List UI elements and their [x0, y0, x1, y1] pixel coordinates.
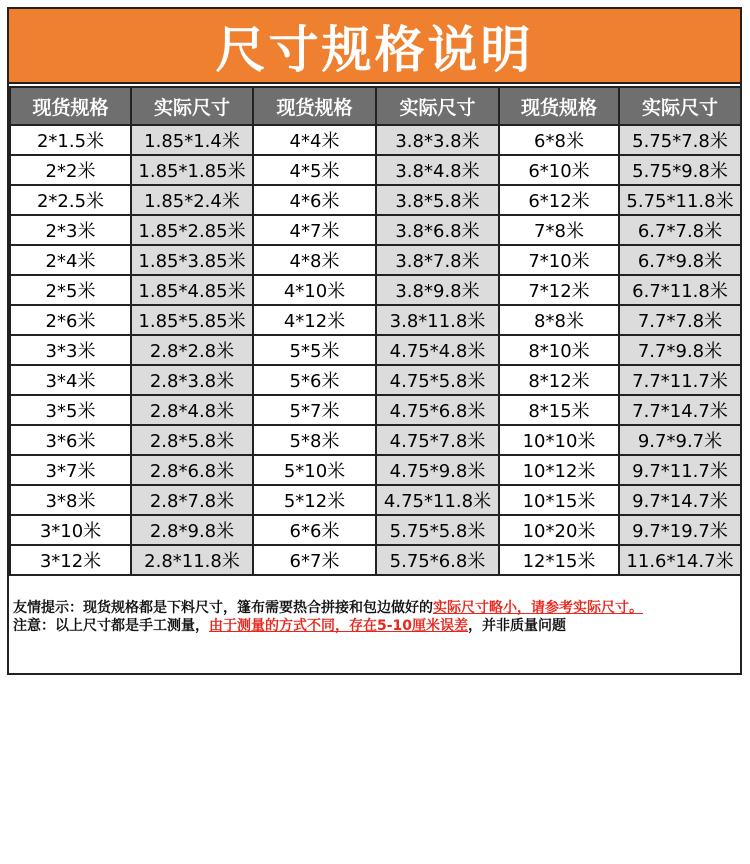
stock-size-cell: 10*10米	[499, 425, 619, 455]
stock-size-cell: 5*6米	[253, 365, 376, 395]
header-stock-size-3: 现货规格	[499, 87, 619, 125]
actual-size-cell: 5.75*7.8米	[619, 125, 741, 155]
actual-size-cell: 3.8*9.8米	[376, 275, 499, 305]
actual-size-cell: 6.7*9.8米	[619, 245, 741, 275]
actual-size-cell: 6.7*7.8米	[619, 215, 741, 245]
stock-size-cell: 3*12米	[10, 545, 131, 575]
actual-size-cell: 11.6*14.7米	[619, 545, 741, 575]
table-row	[10, 185, 741, 215]
actual-size-cell: 1.85*3.85米	[131, 245, 253, 275]
stock-size-cell: 2*5米	[10, 275, 131, 305]
header-stock-size-1: 现货规格	[10, 87, 131, 125]
table-row	[10, 275, 741, 305]
table-row	[10, 545, 741, 575]
actual-size-cell: 5.75*9.8米	[619, 155, 741, 185]
actual-size-cell: 7.7*14.7米	[619, 395, 741, 425]
stock-size-cell: 5*5米	[253, 335, 376, 365]
actual-size-cell: 2.8*2.8米	[131, 335, 253, 365]
actual-size-cell: 4.75*4.8米	[376, 335, 499, 365]
actual-size-cell: 4.75*11.8米	[376, 485, 499, 515]
attention-highlight: 由于测量的方式不同，存在5-10厘米误差	[209, 618, 469, 634]
header-actual-size-2: 实际尺寸	[376, 87, 499, 125]
stock-size-cell: 4*5米	[253, 155, 376, 185]
tip-note	[13, 599, 735, 617]
stock-size-cell: 2*6米	[10, 305, 131, 335]
table-row	[10, 455, 741, 485]
actual-size-cell: 1.85*5.85米	[131, 305, 253, 335]
actual-size-cell: 9.7*14.7米	[619, 485, 741, 515]
stock-size-cell: 2*1.5米	[10, 125, 131, 155]
actual-size-cell: 7.7*7.8米	[619, 305, 741, 335]
actual-size-cell: 3.8*4.8米	[376, 155, 499, 185]
table-row	[10, 515, 741, 545]
actual-size-cell: 1.85*2.4米	[131, 185, 253, 215]
stock-size-cell: 2*2.5米	[10, 185, 131, 215]
stock-size-cell: 4*4米	[253, 125, 376, 155]
actual-size-cell: 7.7*11.7米	[619, 365, 741, 395]
tip-highlight: 实际尺寸略小，请参考实际尺寸。	[433, 600, 643, 616]
stock-size-cell: 6*10米	[499, 155, 619, 185]
attention-note	[13, 617, 735, 635]
stock-size-cell: 2*4米	[10, 245, 131, 275]
stock-size-cell: 7*12米	[499, 275, 619, 305]
table-header-row	[10, 87, 741, 125]
table-row	[10, 395, 741, 425]
actual-size-cell: 2.8*6.8米	[131, 455, 253, 485]
header-actual-size-1: 实际尺寸	[131, 87, 253, 125]
table-row	[10, 365, 741, 395]
actual-size-cell: 9.7*11.7米	[619, 455, 741, 485]
actual-size-cell: 2.8*7.8米	[131, 485, 253, 515]
stock-size-cell: 7*10米	[499, 245, 619, 275]
stock-size-cell: 6*8米	[499, 125, 619, 155]
stock-size-cell: 6*6米	[253, 515, 376, 545]
actual-size-cell: 9.7*9.7米	[619, 425, 741, 455]
actual-size-cell: 5.75*5.8米	[376, 515, 499, 545]
actual-size-cell: 1.85*2.85米	[131, 215, 253, 245]
stock-size-cell: 4*8米	[253, 245, 376, 275]
stock-size-cell: 4*10米	[253, 275, 376, 305]
size-table	[9, 86, 742, 576]
table-row	[10, 215, 741, 245]
actual-size-cell: 1.85*1.85米	[131, 155, 253, 185]
stock-size-cell: 4*7米	[253, 215, 376, 245]
actual-size-cell: 6.7*11.8米	[619, 275, 741, 305]
actual-size-cell: 2.8*3.8米	[131, 365, 253, 395]
stock-size-cell: 4*6米	[253, 185, 376, 215]
actual-size-cell: 2.8*5.8米	[131, 425, 253, 455]
header-actual-size-3: 实际尺寸	[619, 87, 741, 125]
table-row	[10, 305, 741, 335]
stock-size-cell: 3*4米	[10, 365, 131, 395]
actual-size-cell: 4.75*9.8米	[376, 455, 499, 485]
stock-size-cell: 3*10米	[10, 515, 131, 545]
actual-size-cell: 7.7*9.8米	[619, 335, 741, 365]
actual-size-cell: 2.8*11.8米	[131, 545, 253, 575]
actual-size-cell: 4.75*6.8米	[376, 395, 499, 425]
table-row	[10, 245, 741, 275]
stock-size-cell: 6*7米	[253, 545, 376, 575]
stock-size-cell: 6*12米	[499, 185, 619, 215]
stock-size-cell: 10*20米	[499, 515, 619, 545]
table-row	[10, 485, 741, 515]
table-row	[10, 155, 741, 185]
actual-size-cell: 1.85*4.85米	[131, 275, 253, 305]
stock-size-cell: 5*10米	[253, 455, 376, 485]
stock-size-cell: 5*12米	[253, 485, 376, 515]
page-title: 尺寸规格说明	[215, 20, 534, 79]
stock-size-cell: 8*8米	[499, 305, 619, 335]
stock-size-cell: 3*5米	[10, 395, 131, 425]
stock-size-cell: 3*7米	[10, 455, 131, 485]
actual-size-cell: 2.8*9.8米	[131, 515, 253, 545]
stock-size-cell: 10*12米	[499, 455, 619, 485]
title-bar	[9, 9, 740, 84]
stock-size-cell: 10*15米	[499, 485, 619, 515]
stock-size-cell: 8*15米	[499, 395, 619, 425]
stock-size-cell: 4*12米	[253, 305, 376, 335]
actual-size-cell: 3.8*3.8米	[376, 125, 499, 155]
table-body	[10, 125, 741, 575]
stock-size-cell: 8*10米	[499, 335, 619, 365]
stock-size-cell: 3*8米	[10, 485, 131, 515]
stock-size-cell: 12*15米	[499, 545, 619, 575]
actual-size-cell: 5.75*11.8米	[619, 185, 741, 215]
actual-size-cell: 3.8*7.8米	[376, 245, 499, 275]
stock-size-cell: 3*3米	[10, 335, 131, 365]
table-row	[10, 425, 741, 455]
attention-prefix: 注意：以上尺寸都是手工测量，	[13, 618, 209, 634]
stock-size-cell: 5*7米	[253, 395, 376, 425]
table-row	[10, 335, 741, 365]
actual-size-cell: 3.8*6.8米	[376, 215, 499, 245]
actual-size-cell: 3.8*11.8米	[376, 305, 499, 335]
actual-size-cell: 4.75*7.8米	[376, 425, 499, 455]
stock-size-cell: 3*6米	[10, 425, 131, 455]
stock-size-cell: 8*12米	[499, 365, 619, 395]
table-row	[10, 125, 741, 155]
actual-size-cell: 5.75*6.8米	[376, 545, 499, 575]
actual-size-cell: 3.8*5.8米	[376, 185, 499, 215]
size-chart-frame	[7, 7, 742, 675]
actual-size-cell: 9.7*19.7米	[619, 515, 741, 545]
header-stock-size-2: 现货规格	[253, 87, 376, 125]
attention-suffix: ，并非质量问题	[468, 618, 567, 634]
stock-size-cell: 2*2米	[10, 155, 131, 185]
stock-size-cell: 2*3米	[10, 215, 131, 245]
actual-size-cell: 4.75*5.8米	[376, 365, 499, 395]
stock-size-cell: 7*8米	[499, 215, 619, 245]
actual-size-cell: 2.8*4.8米	[131, 395, 253, 425]
actual-size-cell: 1.85*1.4米	[131, 125, 253, 155]
tip-prefix: 友情提示：现货规格都是下料尺寸，篷布需要热合拼接和包边做好的	[13, 600, 433, 616]
stock-size-cell: 5*8米	[253, 425, 376, 455]
notes	[13, 599, 735, 635]
